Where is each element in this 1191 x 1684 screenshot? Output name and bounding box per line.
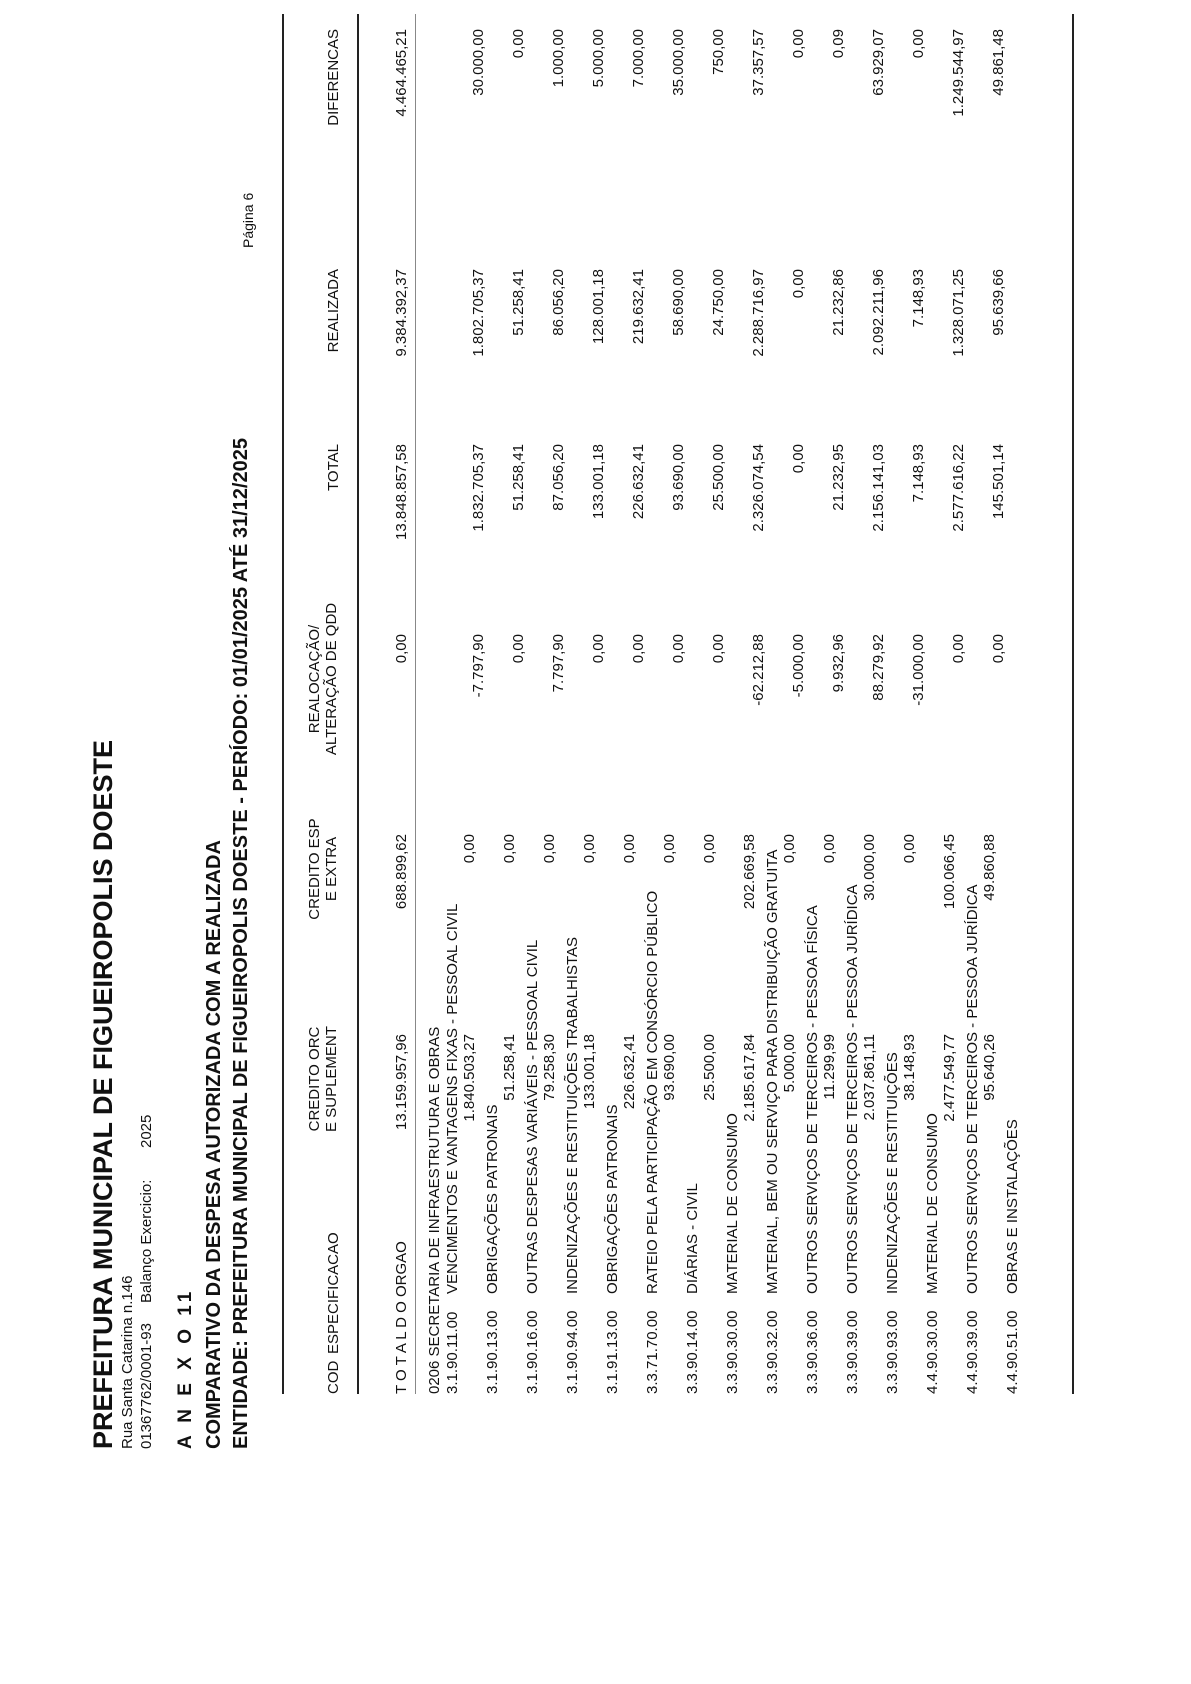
exercise-label: Balanço Exercicio: <box>138 1179 155 1303</box>
row-total: 2.577.616,22 <box>950 444 967 532</box>
row-realizada: 95.639,66 <box>990 269 1007 336</box>
row-total: 145.501,14 <box>990 444 1007 520</box>
row-realocacao: 88.279,92 <box>870 634 887 701</box>
row-total: 0,00 <box>790 444 807 474</box>
row-description: RATEIO PELA PARTICIPAÇÃO EM CONSÓRCIO PÚBLICO <box>644 890 661 1294</box>
row-realizada: 58.690,00 <box>670 269 687 336</box>
row-diferencas: 0,00 <box>790 29 807 59</box>
row-realizada: 128.001,18 <box>590 269 607 345</box>
page-number: Página 6 <box>240 192 256 248</box>
total-credito-esp: 688.899,62 <box>393 834 410 910</box>
row-total: 25.500,00 <box>710 444 727 511</box>
row-credito-orc: 2.185.617,84 <box>741 1034 758 1122</box>
row-description: DIÁRIAS - CIVIL <box>684 1183 701 1294</box>
row-credito-esp: 0,00 <box>661 834 678 864</box>
row-realizada: 1.802.705,37 <box>470 269 487 357</box>
row-description: MATERIAL DE CONSUMO <box>924 1113 941 1294</box>
row-diferencas: 63.929,07 <box>870 29 887 96</box>
row-cod: 3.3.90.14.00 <box>684 1310 701 1394</box>
row-total: 93.690,00 <box>670 444 687 511</box>
row-cod: 3.3.90.32.00 <box>764 1310 781 1394</box>
row-description: MATERIAL, BEM OU SERVIÇO PARA DISTRIBUIÇÃO GRATUITA <box>764 849 781 1294</box>
col-header-realizada: REALIZADA <box>325 269 342 353</box>
row-cod: 3.3.90.30.00 <box>724 1310 741 1394</box>
row-diferencas: 0,09 <box>830 29 847 59</box>
row-realocacao: 0,00 <box>590 634 607 664</box>
row-credito-esp: 0,00 <box>901 834 918 864</box>
exercise-year: 2025 <box>138 1114 155 1148</box>
row-description: OUTROS SERVIÇOS DE TERCEIROS - PESSOA FÍSICA <box>804 905 821 1294</box>
row-realocacao: -31.000,00 <box>910 634 927 706</box>
row-cod: 3.1.90.16.00 <box>524 1310 541 1394</box>
row-credito-orc: 25.500,00 <box>701 1034 718 1101</box>
row-realizada: 2.288.716,97 <box>750 269 767 357</box>
row-diferencas: 0,00 <box>910 29 927 59</box>
row-total: 2.156.141,03 <box>870 444 887 532</box>
row-diferencas: 1.000,00 <box>550 29 567 88</box>
row-realizada: 7.148,93 <box>910 269 927 328</box>
total-realocacao: 0,00 <box>393 634 410 664</box>
row-realocacao: 0,00 <box>510 634 527 664</box>
row-realocacao: -62.212,88 <box>750 634 767 706</box>
entity-period-line: ENTIDADE: PREFEITURA MUNICIPAL DE FIGUEIROPOLIS DOESTE - PERÍODO: 01/01/2025 ATÉ 31/12/2025 <box>230 438 252 1449</box>
row-cod: 3.1.90.13.00 <box>484 1310 501 1394</box>
total-total: 13.848.857,58 <box>393 444 410 540</box>
row-cod: 3.3.90.36.00 <box>804 1310 821 1394</box>
row-realocacao: 0,00 <box>710 634 727 664</box>
row-credito-orc: 5.000,00 <box>781 1034 798 1093</box>
row-credito-esp: 0,00 <box>821 834 838 864</box>
row-credito-esp: 0,00 <box>501 834 518 864</box>
row-total: 21.232,95 <box>830 444 847 511</box>
row-cod: 4.4.90.39.00 <box>964 1310 981 1394</box>
row-description: INDENIZAÇÕES E RESTITUIÇÕES <box>884 1052 901 1294</box>
report-title: COMPARATIVO DA DESPESA AUTORIZADA COM A REALIZADA <box>203 840 225 1449</box>
col-header-credito-orc-line1: CREDITO ORC <box>306 1026 323 1132</box>
row-credito-orc: 95.640,26 <box>981 1034 998 1101</box>
row-realizada: 51.258,41 <box>510 269 527 336</box>
org-name: PREFEITURA MUNICIPAL DE FIGUEIROPOLIS DOESTE <box>88 739 118 1449</box>
col-header-credito-orc-line2: E SUPLEMENT <box>323 1026 340 1132</box>
row-credito-esp: 30.000,00 <box>861 834 878 901</box>
row-credito-orc: 133.001,18 <box>581 1034 598 1110</box>
col-header-cod: COD <box>325 1360 342 1394</box>
row-realizada: 219.632,41 <box>630 269 647 345</box>
row-credito-orc: 11.299,99 <box>821 1034 838 1100</box>
row-realocacao: -5.000,00 <box>790 634 807 698</box>
total-diferencas: 4.464.465,21 <box>393 29 410 117</box>
row-diferencas: 1.249.544,97 <box>950 29 967 117</box>
org-cnpj: 01367762/0001-93 <box>138 1323 155 1449</box>
row-realizada: 0,00 <box>790 269 807 299</box>
header-bottom-rule <box>357 14 359 1394</box>
row-credito-esp: 0,00 <box>581 834 598 864</box>
row-total: 2.326.074,54 <box>750 444 767 532</box>
section-title: 0206 SECRETARIA DE INFRAESTRUTURA E OBRAS <box>426 1026 443 1394</box>
row-credito-esp: 0,00 <box>621 834 638 864</box>
col-header-credito-esp-line1: CREDITO ESP <box>306 818 323 920</box>
col-header-diferencas: DIFERENCAS <box>325 29 342 126</box>
row-realizada: 1.328.071,25 <box>950 269 967 357</box>
row-diferencas: 750,00 <box>710 29 727 75</box>
row-cod: 3.1.90.11.00 <box>444 1311 461 1394</box>
row-realocacao: 0,00 <box>630 634 647 664</box>
row-realocacao: 9.932,96 <box>830 634 847 693</box>
total-realizada: 9.384.392,37 <box>393 269 410 357</box>
row-description: OBRIGAÇÕES PATRONAIS <box>484 1104 501 1294</box>
total-credito-orc: 13.159.957,96 <box>393 1034 410 1130</box>
row-total: 226.632,41 <box>630 444 647 520</box>
row-realizada: 21.232,86 <box>830 269 847 336</box>
table-top-rule <box>282 14 284 1394</box>
col-header-total: TOTAL <box>325 444 342 491</box>
row-diferencas: 30.000,00 <box>470 29 487 96</box>
row-diferencas: 49.861,48 <box>990 29 1007 96</box>
row-realizada: 24.750,00 <box>710 269 727 336</box>
org-address: Rua Santa Catarina n.146 <box>119 1275 136 1449</box>
row-credito-orc: 1.840.503,27 <box>461 1034 478 1122</box>
row-description: OBRAS E INSTALAÇÕES <box>1004 1119 1021 1294</box>
total-bottom-rule <box>415 14 416 1394</box>
row-credito-orc: 51.258,41 <box>501 1034 518 1101</box>
row-diferencas: 7.000,00 <box>630 29 647 88</box>
row-cod: 4.4.90.51.00 <box>1004 1310 1021 1394</box>
row-credito-orc: 2.477.549,77 <box>941 1034 958 1122</box>
row-total: 133.001,18 <box>590 444 607 520</box>
row-cod: 3.1.91.13.00 <box>604 1310 621 1394</box>
row-diferencas: 35.000,00 <box>670 29 687 96</box>
row-realocacao: 0,00 <box>990 634 1007 664</box>
row-credito-esp: 100.066,45 <box>941 834 958 910</box>
row-cod: 4.4.90.30.00 <box>924 1310 941 1394</box>
row-credito-orc: 38.148,93 <box>901 1034 918 1101</box>
row-realocacao: -7.797,90 <box>470 634 487 698</box>
row-diferencas: 5.000,00 <box>590 29 607 88</box>
row-cod: 3.3.90.93.00 <box>884 1310 901 1394</box>
row-credito-esp: 49.860,88 <box>981 834 998 901</box>
row-description: OUTRAS DESPESAS VARIÁVEIS - PESSOAL CIVIL <box>524 939 541 1294</box>
row-credito-orc: 93.690,00 <box>661 1034 678 1101</box>
row-cod: 3.3.71.70.00 <box>644 1310 661 1394</box>
total-orgao-label: T O T A L D O ORGAO <box>393 1241 410 1394</box>
row-credito-esp: 0,00 <box>781 834 798 864</box>
row-realizada: 2.092.211,96 <box>870 269 887 356</box>
row-credito-orc: 2.037.861,11 <box>861 1034 878 1121</box>
row-realocacao: 0,00 <box>950 634 967 664</box>
table-bottom-rule <box>1072 14 1074 1394</box>
row-realocacao: 7.797,90 <box>550 634 567 693</box>
row-total: 7.148,93 <box>910 444 927 503</box>
row-diferencas: 37.357,57 <box>750 29 767 96</box>
row-description: OUTROS SERVIÇOS DE TERCEIROS - PESSOA JURÍDICA <box>964 884 981 1294</box>
col-header-especificacao: ESPECIFICACAO <box>325 1232 342 1354</box>
row-total: 51.258,41 <box>510 444 527 511</box>
row-description: VENCIMENTOS E VANTAGENS FIXAS - PESSOAL CIVIL <box>444 903 461 1294</box>
row-credito-esp: 0,00 <box>701 834 718 864</box>
row-description: INDENIZAÇÕES E RESTITUIÇÕES TRABALHISTAS <box>564 936 581 1294</box>
row-total: 87.056,20 <box>550 444 567 511</box>
row-realocacao: 0,00 <box>670 634 687 664</box>
col-header-credito-esp-line2: E EXTRA <box>323 836 340 902</box>
row-cod: 3.1.90.94.00 <box>564 1310 581 1394</box>
row-description: OBRIGAÇÕES PATRONAIS <box>604 1104 621 1294</box>
row-description: MATERIAL DE CONSUMO <box>724 1113 741 1294</box>
row-cod: 3.3.90.39.00 <box>844 1310 861 1394</box>
row-realizada: 86.056,20 <box>550 269 567 336</box>
annex-title: A N E X O 11 <box>175 1287 196 1449</box>
row-description: OUTROS SERVIÇOS DE TERCEIROS - PESSOA JURÍDICA <box>844 884 861 1294</box>
row-diferencas: 0,00 <box>510 29 527 59</box>
row-credito-esp: 202.669,58 <box>741 834 758 910</box>
row-total: 1.832.705,37 <box>470 444 487 532</box>
row-credito-esp: 0,00 <box>541 834 558 864</box>
row-credito-orc: 226.632,41 <box>621 1034 638 1110</box>
col-header-realocacao-line1: REALOCAÇÃO/ <box>306 624 323 734</box>
col-header-realocacao-line2: ALTERAÇÃO DE QDD <box>323 602 340 756</box>
row-credito-esp: 0,00 <box>461 834 478 864</box>
row-credito-orc: 79.258,30 <box>541 1034 558 1101</box>
